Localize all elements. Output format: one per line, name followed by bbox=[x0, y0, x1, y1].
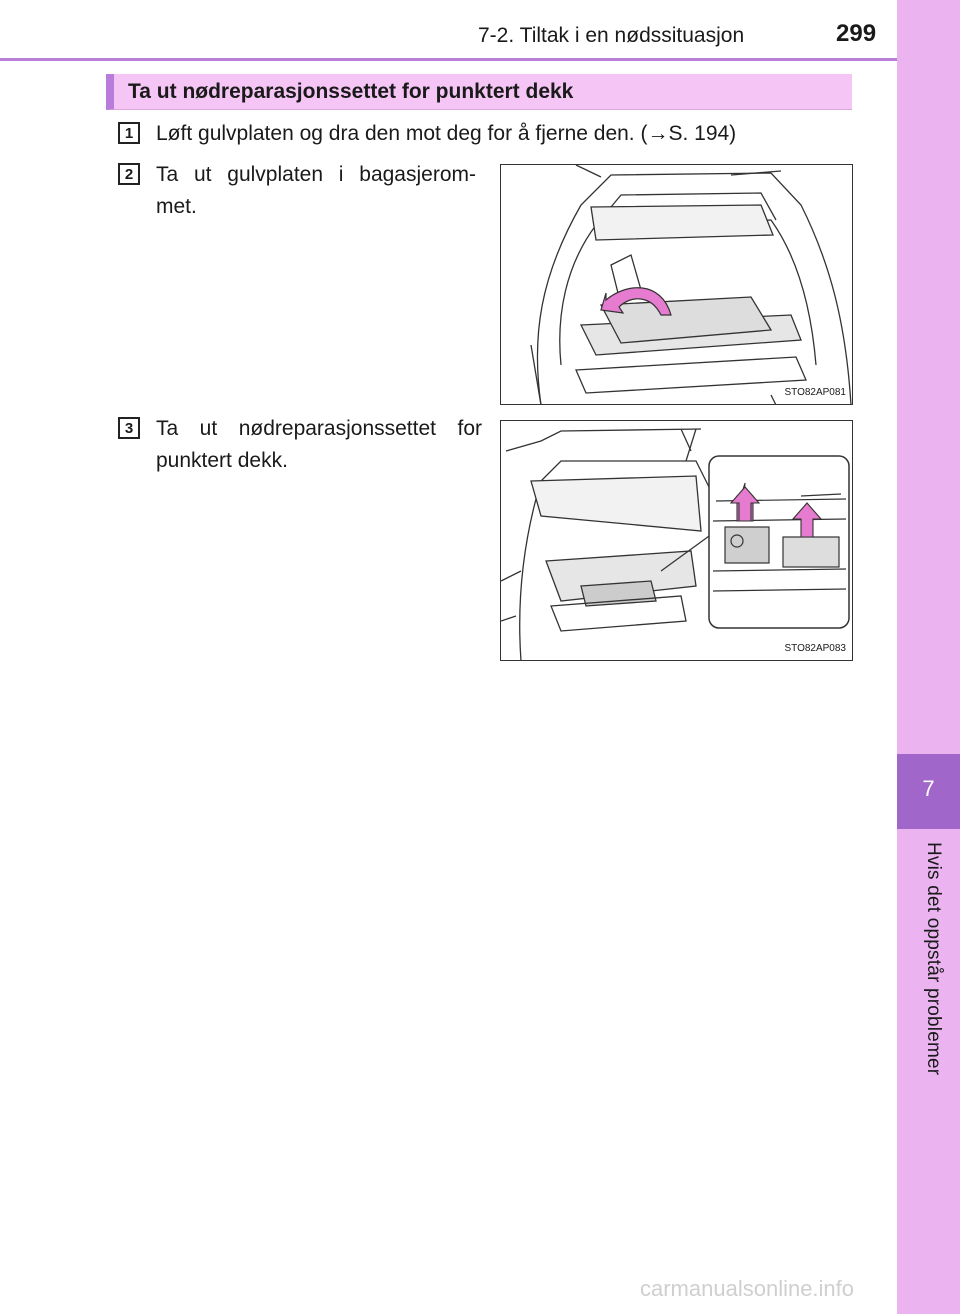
watermark: carmanualsonline.info bbox=[640, 1276, 855, 1301]
header-divider bbox=[0, 58, 897, 61]
step-badge-1: 1 bbox=[118, 122, 140, 144]
figure-remove-floor-board bbox=[500, 164, 853, 405]
repair-kit-illustration bbox=[501, 421, 853, 661]
chapter-number: 7 bbox=[922, 776, 935, 801]
step-2-text: Ta ut gulvplaten i bagasjerom-met. bbox=[156, 163, 476, 218]
chapter-side-tab bbox=[897, 0, 960, 1314]
cargo-area-illustration bbox=[501, 165, 853, 405]
section-heading-bar bbox=[106, 74, 852, 110]
figure-code: STO82AP083 bbox=[784, 643, 846, 654]
step-1-text: Løft gulvplaten og dra den mot deg for å fjerne den. (→S. 194) bbox=[156, 122, 737, 145]
figure-remove-repair-kit bbox=[500, 420, 853, 661]
step-badge-2: 2 bbox=[118, 163, 140, 185]
chapter-number-box bbox=[897, 754, 960, 829]
step-badge-3: 3 bbox=[118, 417, 140, 439]
chapter-label: Hvis det oppstår problemer bbox=[923, 842, 944, 1076]
page-number: 299 bbox=[836, 20, 877, 47]
step-3-text: Ta ut nødreparasjonssettet for punktert dekk. bbox=[156, 417, 482, 472]
section-title: 7-2. Tiltak i en nødssituasjon bbox=[478, 24, 745, 47]
section-heading: Ta ut nødreparasjonssettet for punktert dekk bbox=[128, 80, 574, 103]
figure-code: STO82AP081 bbox=[784, 387, 846, 398]
